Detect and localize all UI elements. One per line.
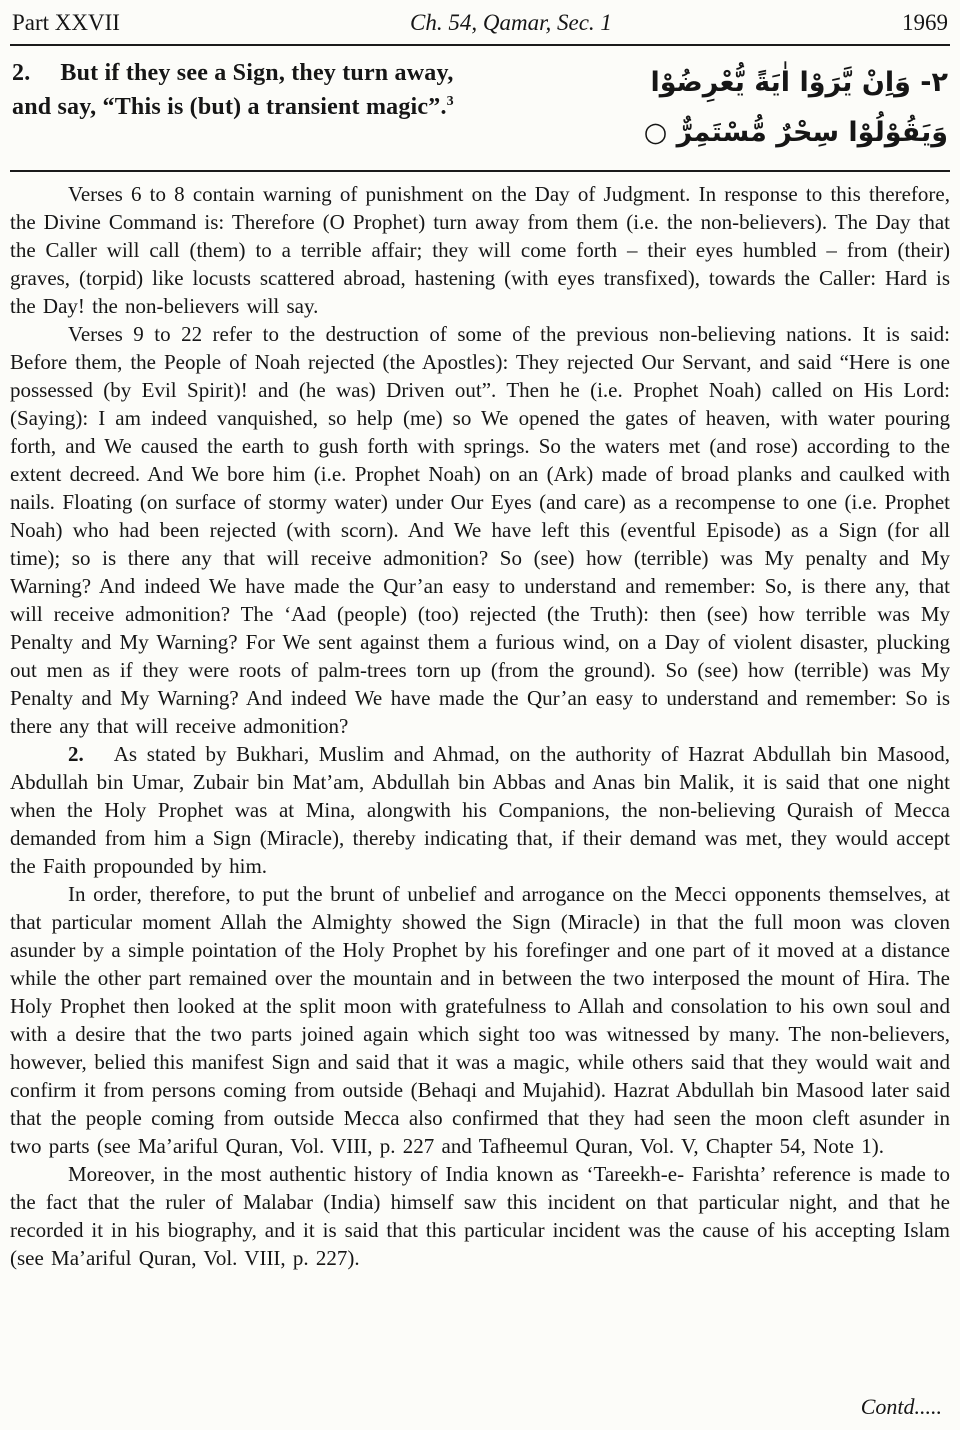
verse-number: 2.	[12, 60, 31, 86]
arabic-line-1: ٢- وَاِنْ يَّرَوْا اٰيَةً يُّعْرِضُوْا	[650, 67, 948, 98]
paragraph-1-text: Verses 6 to 8 contain warning of punishment on the Day of Judgment. In response to this therefore, the Divine Command is: Therefore (O Prophet) turn away from them (i.e. the non-believers). The Day that the Caller will call (them) to a terrible affair; they will come forth – their eyes humbled – from (their) graves, (torpid) like locusts scattered abroad, hastening (with eyes transfixed), towards the Caller: Hard is the Day! the non-believers will say.	[10, 182, 950, 318]
paragraph-3-text: As stated by Bukhari, Muslim and Ahmad, on the authority of Hazrat Abdullah bin Masood, Abdullah bin Umar, Zubair bin Mat’am, Abdullah bin Abbas and Anas bin Malik, it is said that one night when the Holy Prophet was at Mina, alongwith his Companions, the non-believing Quraish of Mecca demanded from him a Sign (Miracle), thereby indicating that, if their demand was met, they would accept the Faith propounded by him.	[10, 742, 950, 878]
continued-marker: Contd.....	[860, 1394, 942, 1419]
paragraph-2-text: Verses 9 to 22 refer to the destruction of some of the previous non-believing nations. It is said: Before them, the People of Noah rejected (the Apostles): They rejected Our Servant, and said “Here is one possessed (by Evil Spirit)! and (he was) Driven out”. Then he (i.e. Prophet Noah) called on His Lord: (Saying): I am indeed vanquished, so help (me) so We opened the gates of heaven, with water pouring forth, and We caused the earth to gush forth with springs. So the waters met (and rose) according to the extent decreed. And We bore him (i.e. Prophet Noah) on an (Ark) made of broad planks and caulked with nails. Floating (on surface of stormy water) under Our Eyes (and care) as a recompense to one (i.e. Prophet Noah) who had been rejected (with scorn). And We have left this (eventful Episode) as a Sign (for all time); so is there any that will receive admonition? So (see) how (terrible) was My penalty and My Warning? And indeed We have made the Qur’an easy to understand and remember: So, is there any, that will receive admonition? The ‘Aad (people) (too) rejected (the Truth): then (see) how terrible was My Penalty and My Warning? For We sent against them a furious wind, on a Day of violent disaster, plucking out men as if they were roots of palm-trees torn up (from the ground). So (see) how (terrible) was My Penalty and My Warning? And indeed We have made the Qur’an easy to understand and remember: So is there any that will receive admonition?	[10, 322, 950, 738]
paragraph-5-text: Moreover, in the most authentic history of India known as ‘Tareekh-e- Farishta’ reference is made to the fact that the ruler of Malabar (India) himself saw this incident on that particular night, and that he recorded it in his biography, and it is said that this particular incident was the cause of his accepting Islam (see Ma’ariful Quran, Vol. VIII, p. 227).	[10, 1162, 950, 1270]
verse-translation-text: But if they see a Sign, they turn away, and say, “This is (but) a transient magic”.	[12, 60, 454, 120]
commentary-body	[10, 180, 950, 1272]
paragraph-4	[10, 880, 950, 1160]
paragraph-3	[10, 740, 950, 880]
page-header	[10, 6, 950, 44]
paragraph-4-text: In order, therefore, to put the brunt of unbelief and arrogance on the Mecci opponents themselves, at that particular moment Allah the Almighty showed the Sign (Miracle) in that the full moon was cloven asunder by a simple pointation of the Holy Prophet by his forefinger and one part of it moved at a distance while the other part remained over the mountain and in between the two interposed the mount of Hira. The Holy Prophet then looked at the split moon with gratefulness to Allah and consolation to his own soul and with a desire that the two parts joined again which sight too was witnessed by many. The non-believers, however, belied this manifest Sign and said that it was a magic, while others said that they would wait and confirm it from persons coming from outside (Behaqi and Mujahid). Hazrat Abdullah bin Masood later said that the people coming from outside Mecca also confirmed that they had seen the moon cleft asunder in two parts (see Ma’ariful Quran, Vol. VIII, p. 227 and Tafheemul Quran, Vol. V, Chapter 54, Note 1).	[10, 882, 950, 1158]
verse-arabic	[644, 56, 948, 158]
paragraph-1	[10, 180, 950, 320]
part-label: Part XXVII	[12, 10, 120, 35]
verse-divider	[10, 170, 950, 172]
paragraph-2	[10, 320, 950, 740]
verse-section	[10, 46, 950, 170]
arabic-line-2: وَيَقُوْلُوْا سِحْرٌ مُّسْتَمِرٌّ ○	[643, 117, 948, 148]
paragraph-3-number: 2.	[68, 742, 84, 766]
footnote-ref: 3	[446, 94, 454, 109]
verse-translation	[12, 56, 482, 124]
page-number: 1969	[902, 10, 948, 35]
chapter-label: Ch. 54, Qamar, Sec. 1	[410, 10, 612, 35]
paragraph-5	[10, 1160, 950, 1272]
